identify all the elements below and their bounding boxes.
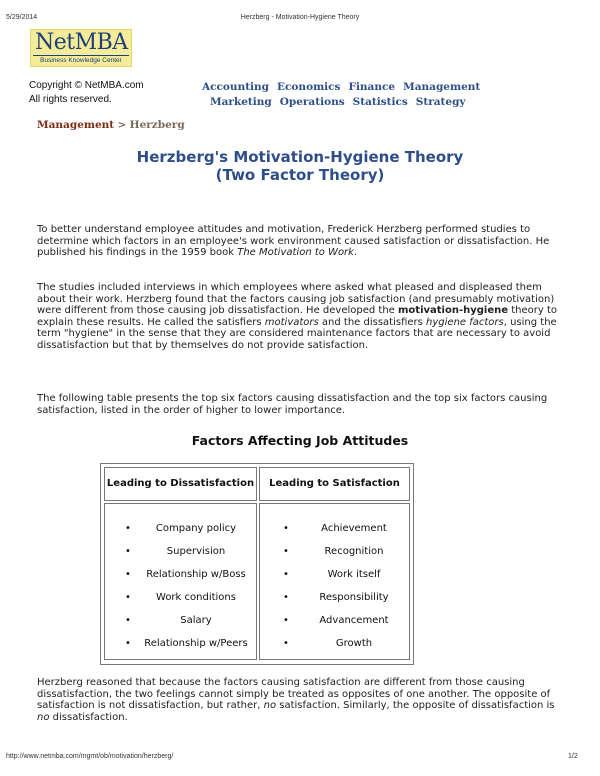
nav-link-management[interactable]: Management [403,81,481,93]
bullet: • [283,523,289,534]
conclusion-text-c: dissatisfaction. [49,711,128,723]
emphasis-no: no [37,711,50,723]
copyright-notice [29,79,179,107]
list-item [259,546,413,560]
factor-text: Supervision [166,546,226,557]
list-item [259,615,413,629]
nav-link-finance[interactable]: Finance [348,81,396,93]
copyright-line1: Copyright © NetMBA.com [29,80,144,91]
nav-link-marketing[interactable]: Marketing [210,96,272,108]
factor-text: Advancement [319,615,389,626]
breadcrumb-management-link[interactable]: Management [37,119,115,131]
list-item [259,569,413,583]
header-dissatisfaction: Leading to Dissatisfaction [104,467,257,501]
nav-link-statistics[interactable]: Statistics [352,96,408,108]
bullet: • [125,592,131,603]
studies-text-d: , using the term "hygiene" in the sense that they are considered maintenance factors that are necessary to avoid dissatisfaction but that by themselves do not provide satisfaction. [37,316,557,351]
list-item [101,569,255,583]
nav-row-2 [210,94,474,110]
logo-tagline: Business Knowledge Center [33,55,129,65]
breadcrumb-current: Herzberg [129,119,185,131]
studies-text-b: theory to explain these results. He called the satisfiers [37,305,557,328]
page-title-line1: Herzberg's Motivation-Hygiene Theory [136,148,464,166]
factor-text: Responsibility [319,592,389,603]
netmba-logo[interactable] [30,29,132,67]
page-title-line2: (Two Factor Theory) [215,166,385,184]
list-item [259,638,413,652]
bullet: • [283,592,289,603]
nav-row-1 [202,79,488,95]
factor-text: Work conditions [156,592,236,603]
list-item [101,523,255,537]
breadcrumb-separator: > [117,119,127,131]
term-hygiene-factors: hygiene factors [426,316,504,328]
copyright-line2: All rights reserved. [29,94,112,105]
factor-text: Relationship w/Boss [146,569,246,580]
bullet: • [283,615,289,626]
bullet: • [125,569,131,580]
print-date: 5/29/2014 [6,14,38,21]
bullet: • [125,523,131,534]
conclusion-text-a: Herzberg reasoned that because the factors causing satisfaction are different from those causing dissatisfaction, the two feelings cannot simply be treated as opposites of one another. The opposite of satisfaction is not dissatisfaction, but rather, [37,677,551,712]
bullet: • [283,569,289,580]
book-title: The Motivation to Work [237,247,354,259]
nav-link-accounting[interactable]: Accounting [202,81,270,93]
header-satisfaction: Leading to Satisfaction [259,467,410,501]
factor-text: Salary [180,615,212,626]
bullet: • [283,546,289,557]
nav-link-strategy[interactable]: Strategy [415,96,466,108]
list-item [101,546,255,560]
term-motivators: motivators [264,316,319,328]
factors-table [100,463,414,665]
intro-text: To better understand employee attitudes and motivation, Frederick Herzberg performed studies to determine which factors in an employee's work environment caused satisfaction or dissatisfaction. He published his findings in the 1959 book [37,224,550,259]
list-item [259,523,413,537]
bullet: • [125,546,131,557]
list-item [101,615,255,629]
theory-name: motivation-hygiene [398,305,509,317]
emphasis-no: no [263,700,277,712]
print-title: Herzberg - Motivation-Hygiene Theory [240,14,360,21]
nav-link-economics[interactable]: Economics [277,81,341,93]
list-item [259,592,413,606]
studies-text-a: The studies included interviews in which employees where asked what pleased and displeased them about their work. Herzberg found that the factors causing job satisfaction (and presumably motivation) were different from those causing job dissatisfaction. He developed the [37,282,555,317]
intro-paragraph [37,224,567,259]
conclusion-text-b: satisfaction. Similarly, the opposite of dissatisfaction is [276,700,555,712]
print-url: http://www.netmba.com/mgmt/ob/motivation/herzberg/ [6,753,174,760]
factor-text: Growth [335,638,373,649]
print-page-number: 1/2 [568,753,578,760]
bullet: • [283,638,289,649]
intro-end: . [353,247,358,259]
factor-text: Recognition [324,546,384,557]
logo-name: NetMBA [35,30,128,55]
bullet: • [125,638,131,649]
conclusion-paragraph [37,677,567,723]
breadcrumb [37,119,185,131]
factor-text: Work itself [327,569,381,580]
table-intro-paragraph: The following table presents the top six factors causing dissatisfaction and the top six factors causing satisfaction, listed in the order of higher to lower importance. [37,393,548,416]
nav-link-operations[interactable]: Operations [279,96,345,108]
factor-text: Company policy [155,523,237,534]
bullet: • [125,615,131,626]
studies-paragraph [37,282,567,352]
list-item [101,638,255,652]
studies-text-c: and the dissatisfiers [318,316,427,328]
table-title: Factors Affecting Job Attitudes [191,433,409,448]
factor-text: Relationship w/Peers [144,638,248,649]
list-item [101,592,255,606]
factor-text: Achievement [321,523,387,534]
